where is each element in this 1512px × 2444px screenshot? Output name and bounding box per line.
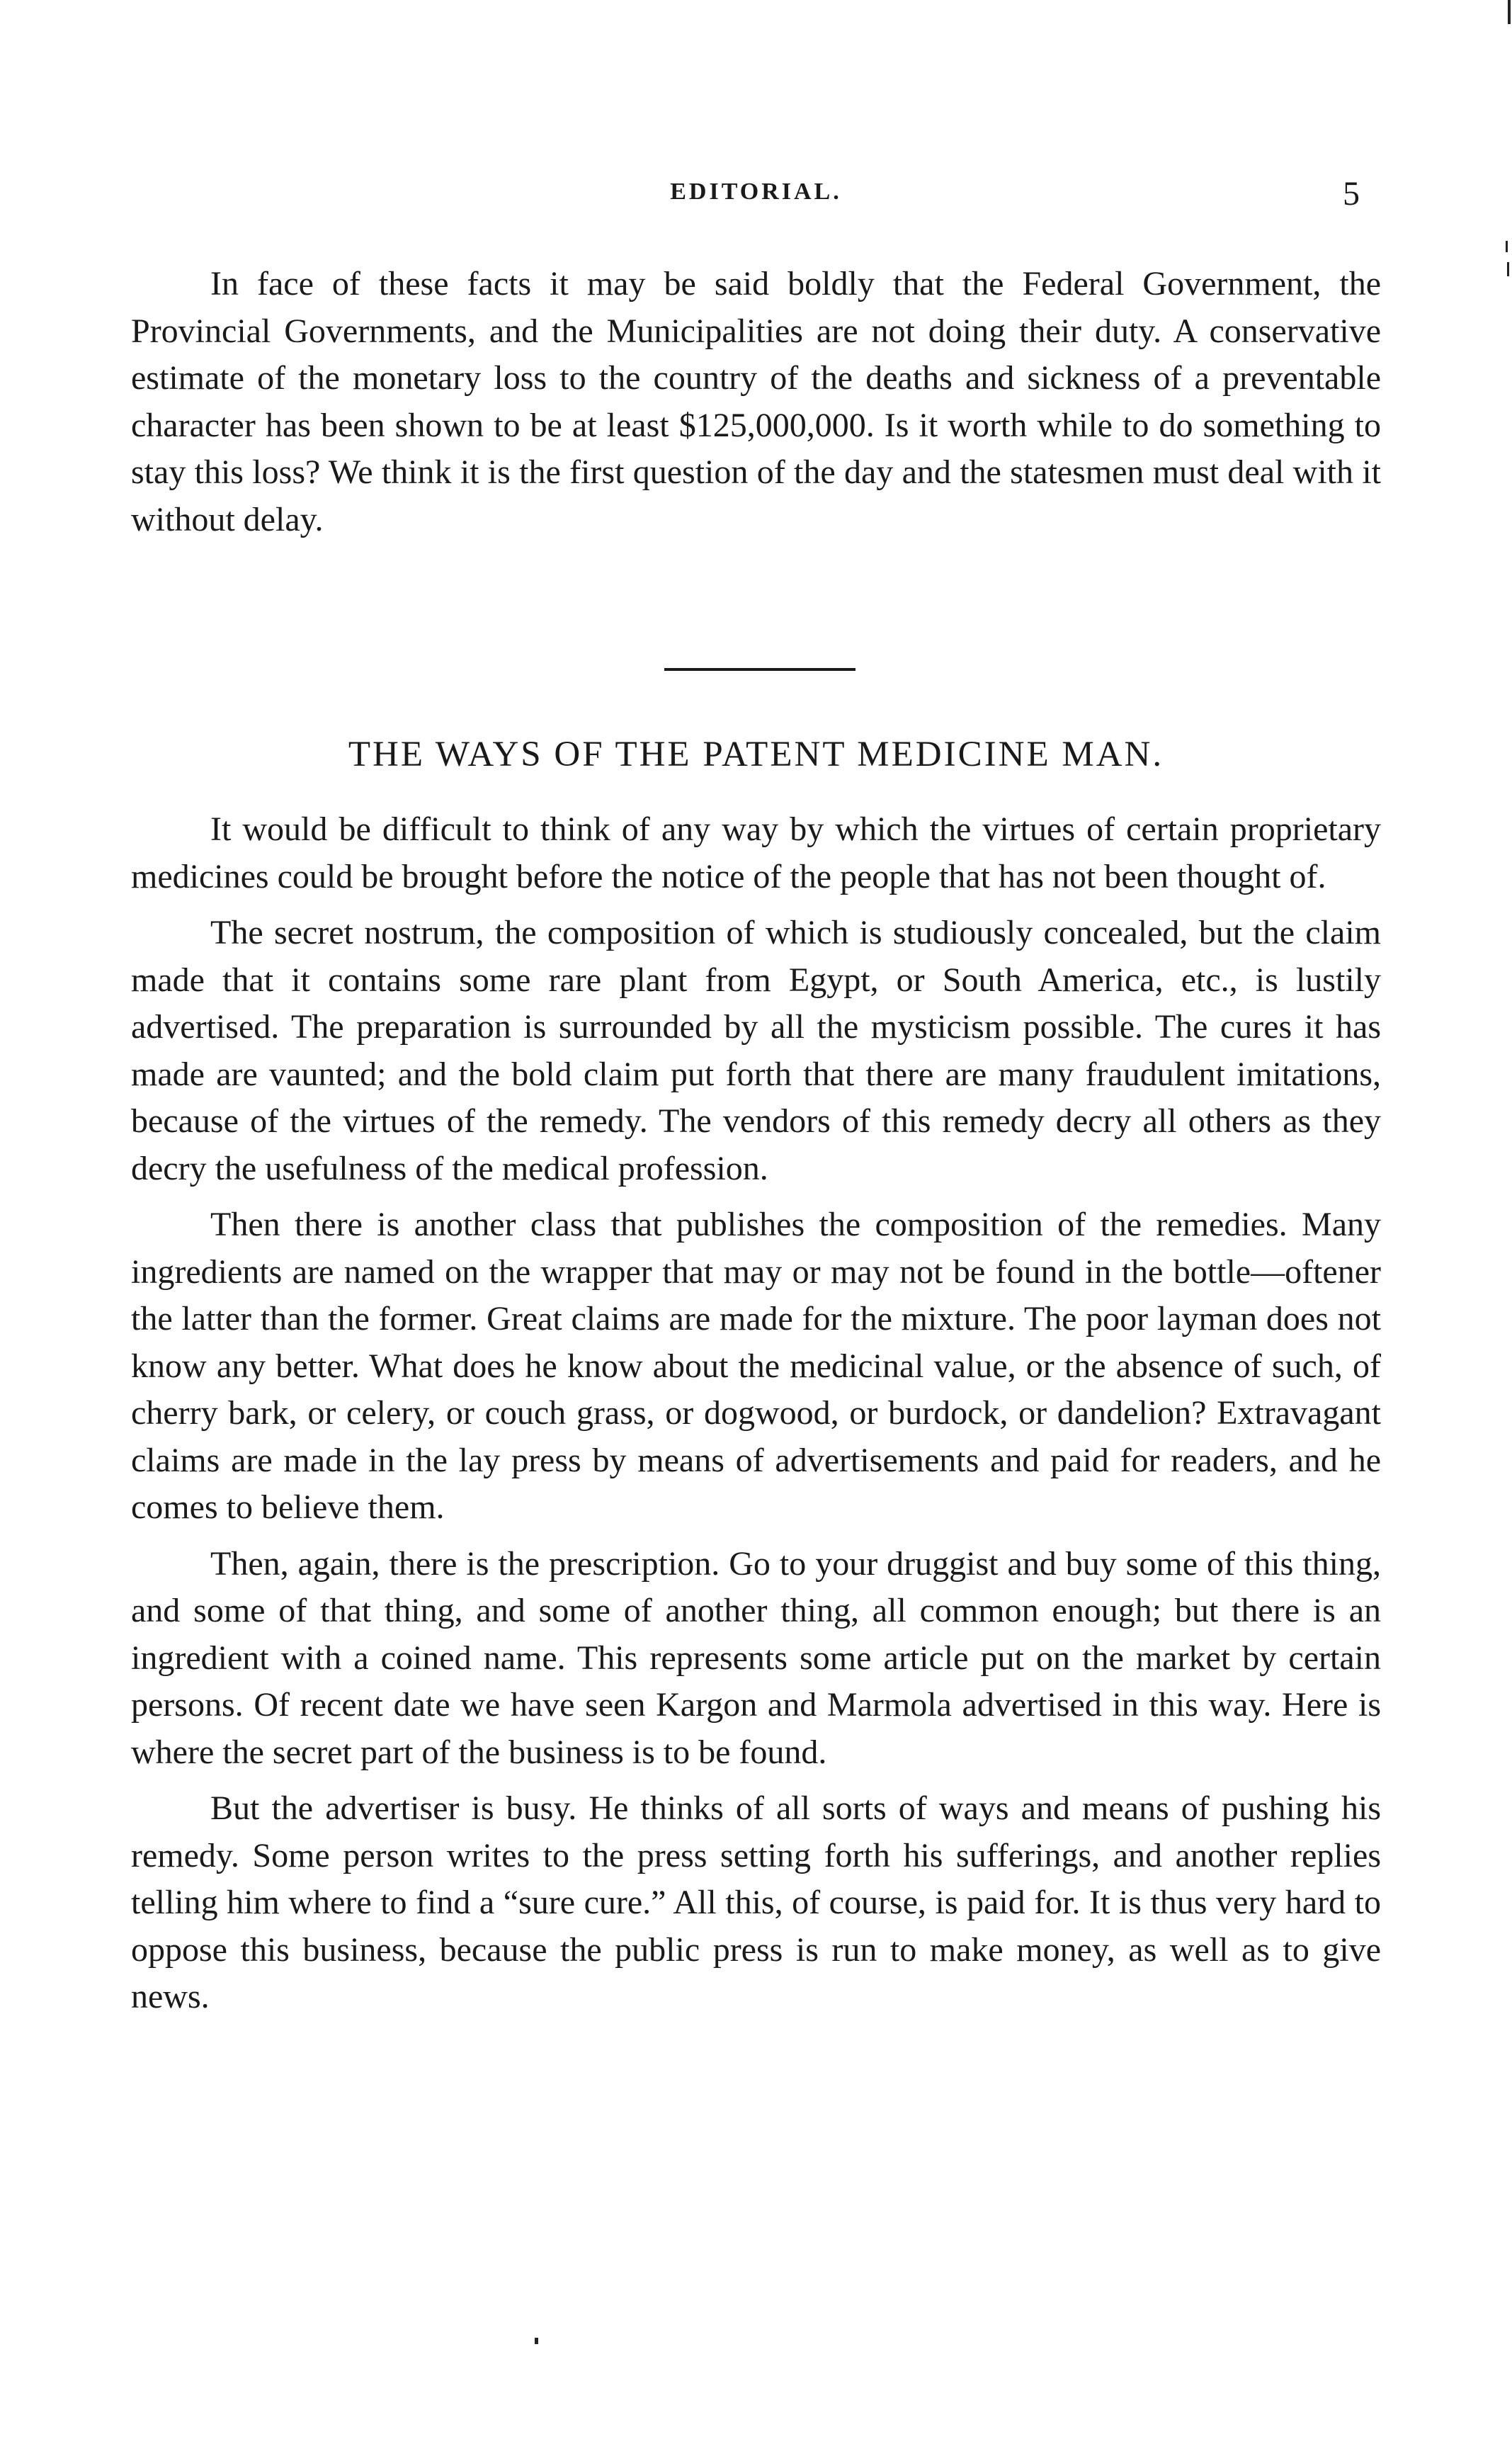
running-title: EDITORIAL.	[670, 179, 842, 205]
paragraph: In face of these facts it may be said boldly that the Federal Government, the Provincial Governments, and the Municipalities are not doing their duty. A conservative estimate of the monetary loss to the country of the deaths and sickness of a preventable character has been shown to be at least $125,000,000. Is it worth while to do something to stay this loss? We think it is the first question of the day and the statesmen must deal with it without delay.	[131, 265, 1381, 538]
scan-speck	[535, 2338, 538, 2344]
scan-edge-mark	[1507, 262, 1509, 276]
running-head	[131, 175, 1381, 221]
paragraph: Then there is another class that publishes the composition of the remedies. Many ingredients are named on the wrapper that may or may not be found in the bottle—oftener the latter than the former. Great claims are made for the mixture. The poor layman does not know any better. What does he know about the medicinal value, or the absence of such, of cherry bark, or celery, or couch grass, or dogwood, or burdock, or dandelion? Extravagant claims are made in the lay press by means of advertisements and paid for readers, and he comes to believe them.	[131, 1206, 1381, 1526]
paragraph: Then, again, there is the prescription. Go to your druggist and buy some of this thing, and some of that thing, and some of another thing, all common enough; but there is an ingredient with a coined name. This represents some article put on the market by certain persons. Of recent date we have seen Kargon and Marmola advertised in this way. Here is where the secret part of the business is to be found.	[131, 1544, 1381, 1771]
article-title: THE WAYS OF THE PATENT MEDICINE MAN.	[348, 735, 1164, 774]
page-number: 5	[1343, 175, 1360, 213]
paragraph: It would be difficult to think of any way by which the virtues of certain proprietary medicines could be brought before the notice of the people that has not been thought of.	[131, 810, 1381, 895]
paragraph: The secret nostrum, the composition of which is studiously concealed, but the claim made that it contains some rare plant from Egypt, or South America, etc., is lustily advertised. The preparation is surrounded by all the mysticism possible. The cures it has made are vaunted; and the bold claim put forth that there are many fraudulent imitations, because of the virtues of the remedy. The vendors of this remedy decry all others as they decry the usefulness of the medical profession.	[131, 914, 1381, 1187]
scan-edge-mark	[1506, 241, 1508, 252]
section-divider	[664, 668, 856, 671]
scan-edge-mark	[1508, 0, 1511, 24]
top-section	[131, 261, 1381, 553]
article-body	[131, 806, 1381, 2030]
paragraph: But the advertiser is busy. He thinks of all sorts of ways and means of pushing his remedy. Some person writes to the press setting forth his sufferings, and another replies telling him where to find a “sure cure.” All this, of course, is paid for. It is thus very hard to oppose this business, because the public press is run to make money, as well as to give news.	[131, 1789, 1381, 2015]
